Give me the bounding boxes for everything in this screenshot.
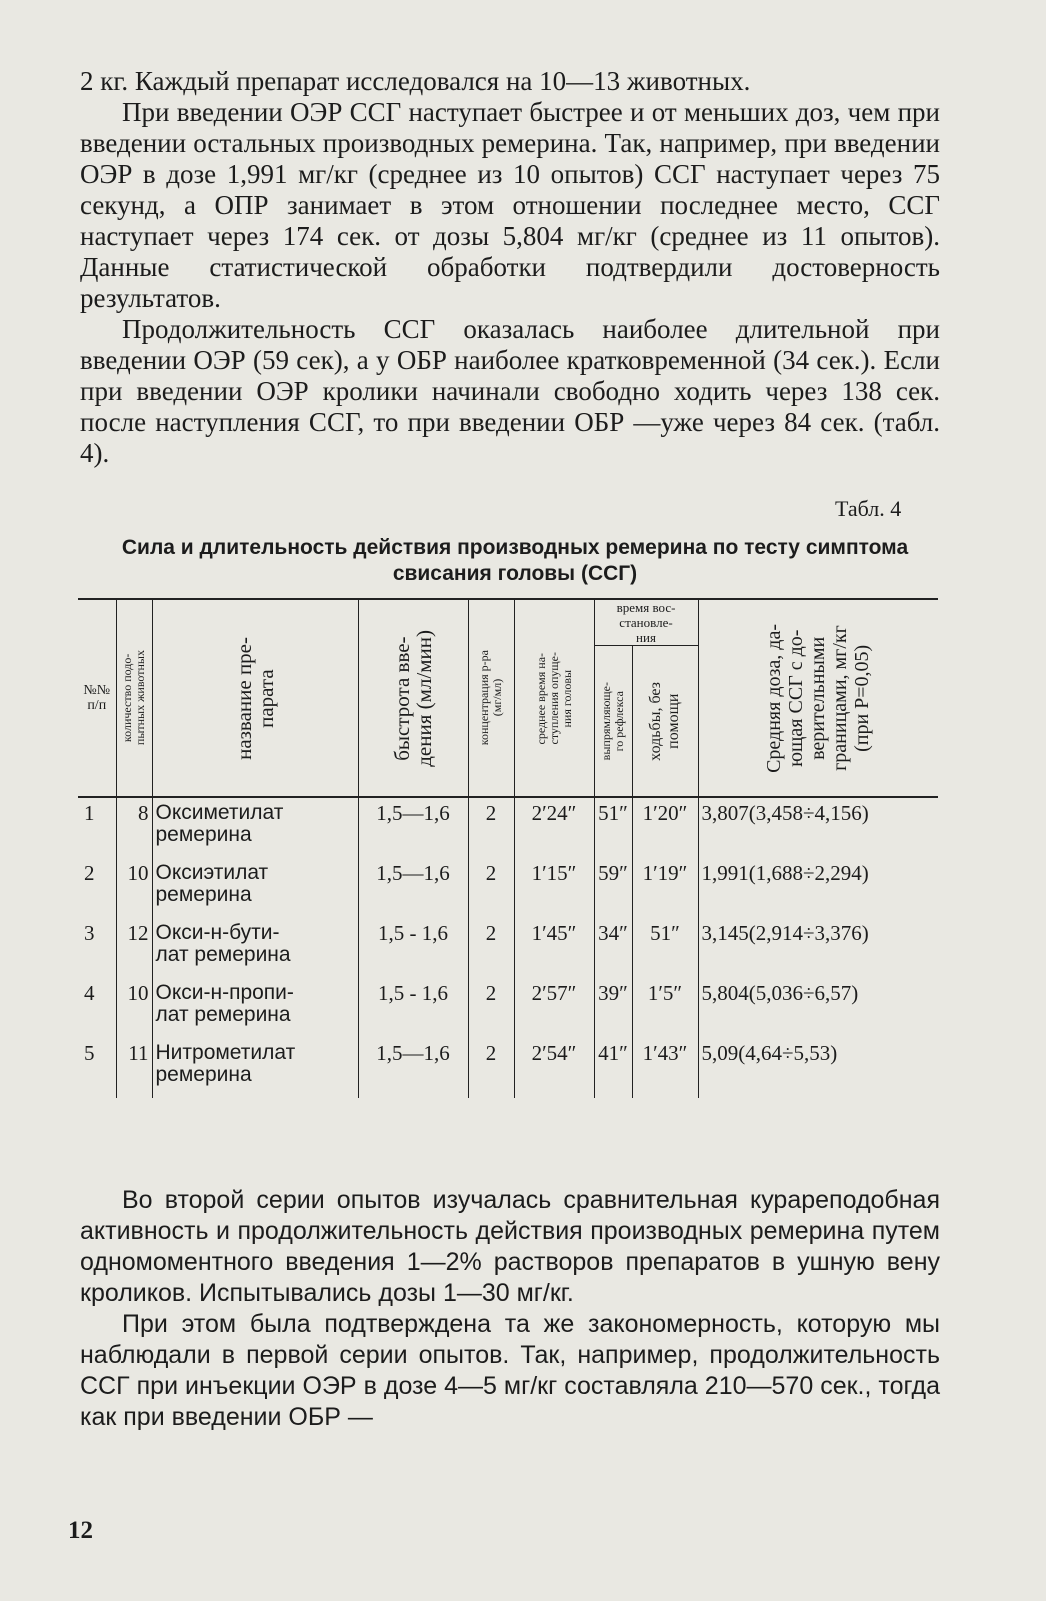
cell-reflex: 51″ [594, 797, 632, 858]
paragraph-2: При введении ОЭР ССГ наступает быстрее и от меньших доз, чем при введении остальных производных ремерина. Так, например, при введении ОЭР в дозе 1,991 мг/кг (среднее из 10 опытов) ССГ наступает через 75 секунд, а ОПР занимает в этом отношении последнее место, ССГ наступает через 174 сек. от дозы 5,804 мг/кг (среднее из 11 опытов). Данные статистической обработки подтвердили достоверность результатов. [80, 97, 940, 313]
bottom-text-block [80, 1185, 940, 1433]
cell-name: Оксиметилат ремерина [152, 797, 358, 858]
cell-reflex: 59″ [594, 858, 632, 918]
cell-num: 1 [78, 797, 116, 858]
header-onset: среднее время на- ступления опуще- ния головы [514, 599, 594, 797]
table-number: Табл. 4 [835, 496, 902, 521]
cell-speed: 1,5—1,6 [358, 797, 468, 858]
cell-reflex: 34″ [594, 918, 632, 978]
table-row [78, 1038, 938, 1098]
cell-conc: 2 [468, 978, 514, 1038]
table-row [78, 858, 938, 918]
cell-onset: 2′57″ [514, 978, 594, 1038]
cell-reflex: 41″ [594, 1038, 632, 1098]
header-dose: Средняя доза, да- ющая ССГ с до- верительными границами, мг/кг (при Р=0,05) [698, 599, 938, 797]
cell-walk: 1′43″ [632, 1038, 698, 1098]
cell-dose: 5,09(4,64÷5,53) [698, 1038, 938, 1098]
table-row [78, 978, 938, 1038]
cell-walk: 51″ [632, 918, 698, 978]
header-speed: быстрота вве- дения (мл/мин) [358, 599, 468, 797]
cell-count: 10 [116, 858, 152, 918]
cell-num: 4 [78, 978, 116, 1038]
cell-dose: 3,145(2,914÷3,376) [698, 918, 938, 978]
cell-name: Оксиэтилат ремерина [152, 858, 358, 918]
cell-dose: 5,804(5,036÷6,57) [698, 978, 938, 1038]
cell-onset: 2′54″ [514, 1038, 594, 1098]
cell-conc: 2 [468, 1038, 514, 1098]
cell-count: 8 [116, 797, 152, 858]
results-table [78, 598, 938, 1098]
header-num: №№ п/п [78, 599, 116, 797]
cell-conc: 2 [468, 797, 514, 858]
paragraph-4: Во второй серии опытов изучалась сравнительная курареподобная активность и продолжительность действия производных ремерина путем одномоментного введения 1—2% растворов препаратов в ушную вену кроликов. Испытывались дозы 1—30 мг/кг. [80, 1186, 940, 1307]
cell-walk: 1′5″ [632, 978, 698, 1038]
header-recovery: время вос- становле- ния [594, 599, 698, 646]
header-count: количество подо- пытных животных [116, 599, 152, 797]
cell-num: 3 [78, 918, 116, 978]
cell-num: 2 [78, 858, 116, 918]
top-text-block [80, 66, 940, 469]
cell-num: 5 [78, 1038, 116, 1098]
paragraph-3: Продолжительность ССГ оказалась наиболее длительной при введении ОЭР (59 сек), а у ОБР наиболее кратковременной (34 сек.). Если при введении ОЭР кролики начинали свободно ходить через 138 сек. после наступления ССГ, то при введении ОБР —уже через 84 сек. (табл. 4). [80, 314, 940, 468]
cell-speed: 1,5 - 1,6 [358, 918, 468, 978]
table-caption: Сила и длительность действия производных ремерина по тесту симптома свисания головы (ССГ) [121, 536, 909, 585]
paragraph-1: 2 кг. Каждый препарат исследовался на 10—13 животных. [80, 66, 751, 96]
cell-speed: 1,5 - 1,6 [358, 978, 468, 1038]
cell-dose: 1,991(1,688÷2,294) [698, 858, 938, 918]
header-reflex: выпрямляюще- го рефлекса [594, 646, 632, 798]
page-number: 12 [68, 1517, 93, 1544]
cell-walk: 1′19″ [632, 858, 698, 918]
cell-onset: 1′45″ [514, 918, 594, 978]
header-name: название пре- парата [152, 599, 358, 797]
table-row [78, 797, 938, 858]
cell-conc: 2 [468, 858, 514, 918]
cell-walk: 1′20″ [632, 797, 698, 858]
cell-name: Нитрометилат ремерина [152, 1038, 358, 1098]
cell-conc: 2 [468, 918, 514, 978]
cell-count: 11 [116, 1038, 152, 1098]
cell-count: 10 [116, 978, 152, 1038]
cell-onset: 2′24″ [514, 797, 594, 858]
cell-speed: 1,5—1,6 [358, 1038, 468, 1098]
cell-name: Окси-н-пропи- лат ремерина [152, 978, 358, 1038]
cell-speed: 1,5—1,6 [358, 858, 468, 918]
cell-reflex: 39″ [594, 978, 632, 1038]
paragraph-5: При этом была подтверждена та же закономерность, которую мы наблюдали в первой серии опытов. Так, например, продолжительность ССГ при инъекции ОЭР в дозе 4—5 мг/кг составляла 210—570 сек., тогда как при введении ОБР — [80, 1310, 940, 1431]
table-row [78, 918, 938, 978]
cell-count: 12 [116, 918, 152, 978]
header-walk: ходьбы, без помощи [632, 646, 698, 798]
cell-dose: 3,807(3,458÷4,156) [698, 797, 938, 858]
header-conc: концентрация р-ра (мг/мл) [468, 599, 514, 797]
cell-name: Окси-н-бути- лат ремерина [152, 918, 358, 978]
cell-onset: 1′15″ [514, 858, 594, 918]
